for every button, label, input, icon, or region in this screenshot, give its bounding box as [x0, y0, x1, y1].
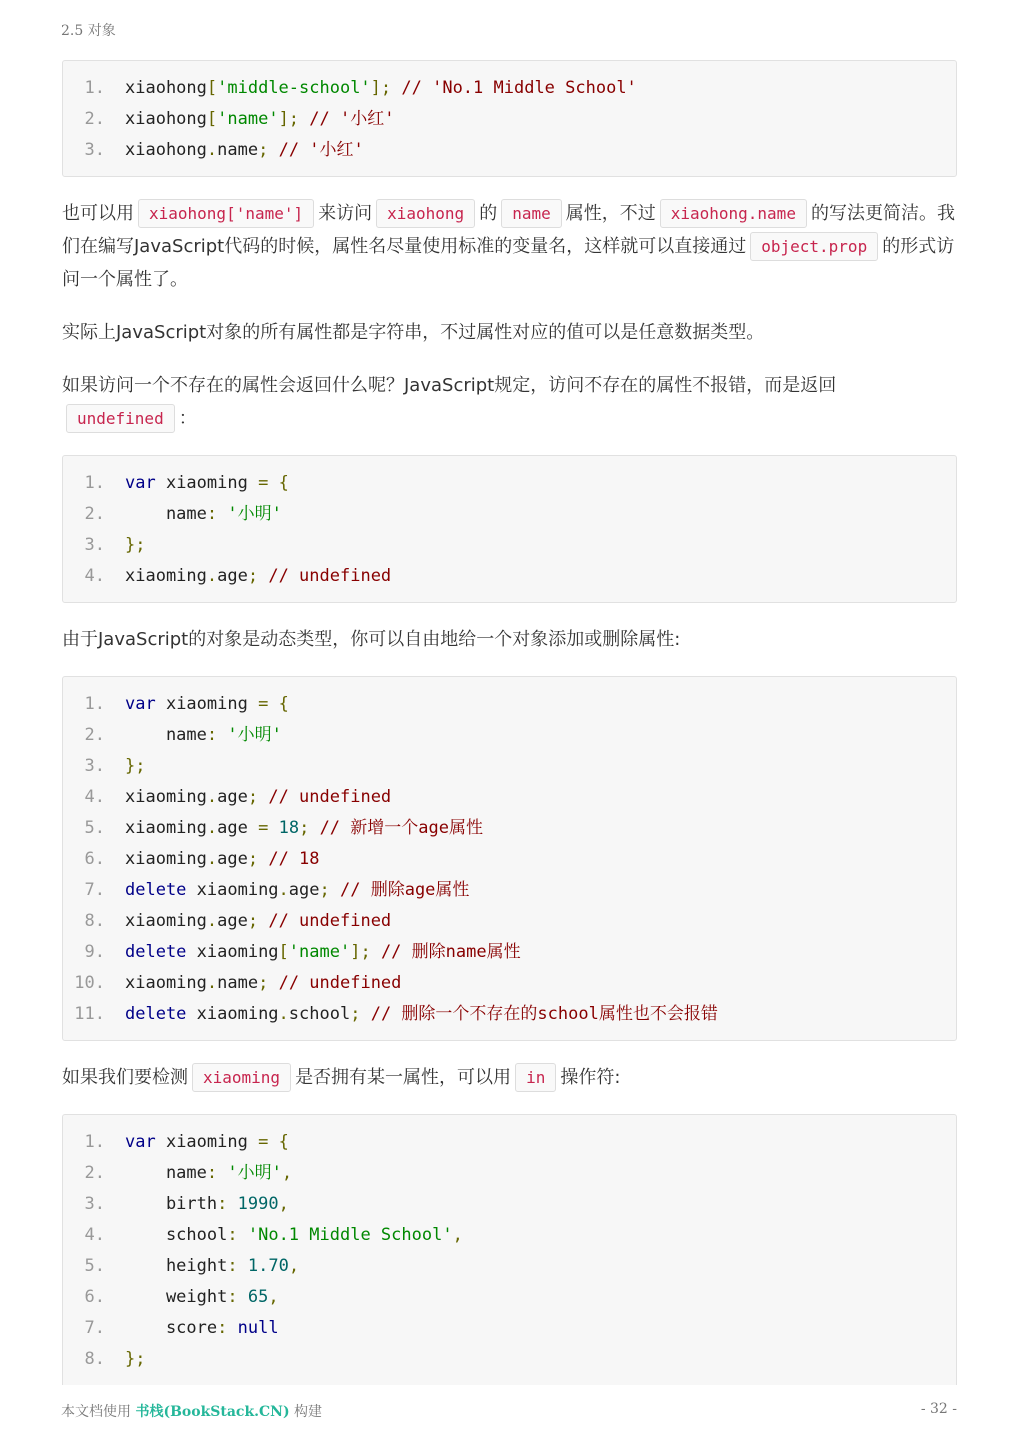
code-token: // undefined: [258, 787, 392, 807]
line-number: 6.: [84, 849, 105, 869]
code-token: // '小红': [299, 109, 395, 129]
line-number: 11.: [74, 1004, 105, 1024]
code-token: .: [278, 1004, 289, 1024]
code-token: :: [206, 504, 218, 524]
code-token: birth: [125, 1194, 218, 1214]
code-line: [63, 906, 956, 937]
inline-code: xiaohong['name']: [138, 199, 314, 228]
code-block-2: [62, 455, 957, 603]
paragraph-text: 的形式访问一个属性了。: [62, 236, 955, 290]
code-token: xiaoming: [125, 849, 207, 869]
code-token: [238, 1225, 248, 1245]
code-token: :: [227, 1225, 238, 1245]
code-line: [63, 720, 956, 751]
code-token: age: [217, 818, 259, 838]
code-token: =: [258, 818, 269, 838]
inline-code: xiaoming: [192, 1063, 291, 1092]
code-token: age: [217, 849, 248, 869]
code-line: [63, 689, 956, 720]
line-number: 3.: [84, 1194, 105, 1214]
code-token: 65: [247, 1287, 269, 1307]
line-number: 5.: [84, 818, 105, 838]
code-token: name: [125, 504, 207, 524]
code-token: [217, 1163, 227, 1183]
page-number: - 32 -: [920, 1401, 957, 1417]
code-token: .: [206, 566, 218, 586]
code-token: // 删除name属性: [370, 942, 521, 962]
line-number: 6.: [84, 1287, 105, 1307]
code-line: [63, 1282, 956, 1313]
code-token: {: [278, 694, 289, 714]
code-token: // undefined: [258, 566, 392, 586]
code-token: .: [206, 140, 218, 160]
line-number: 1.: [84, 694, 105, 714]
inline-code: object.prop: [750, 232, 878, 261]
line-number: 1.: [84, 473, 105, 493]
code-line: [63, 135, 956, 166]
code-token: '小明': [227, 1163, 282, 1183]
code-token: name: [125, 725, 207, 745]
code-token: ;: [247, 849, 259, 869]
code-token: [238, 1287, 248, 1307]
code-line: [63, 530, 956, 561]
code-token: ;: [247, 566, 259, 586]
code-token: .: [278, 880, 289, 900]
section-header: 2.5 对象: [61, 23, 116, 39]
code-token: :: [217, 1194, 228, 1214]
line-number: 3.: [84, 535, 105, 555]
inline-code: undefined: [66, 404, 175, 433]
code-token: [: [206, 78, 218, 98]
code-token: ,: [281, 1163, 293, 1183]
paragraph-text: 如果访问一个不存在的属性会返回什么呢？JavaScript规定，访问不存在的属性不报错，而是返回: [62, 375, 837, 396]
paragraph-5: [62, 1061, 957, 1094]
line-number: 7.: [84, 1318, 105, 1338]
code-token: [268, 1132, 278, 1152]
code-token: '小明': [227, 504, 282, 524]
paragraph-2: [62, 316, 957, 349]
code-token: xiaoming: [125, 973, 207, 993]
bookstack-link[interactable]: 书栈(BookStack.CN): [135, 1404, 290, 1420]
code-token: [: [278, 942, 289, 962]
inline-code: xiaohong.name: [660, 199, 807, 228]
paragraph-1: [62, 197, 957, 296]
code-token: .: [206, 911, 218, 931]
code-token: {: [278, 1132, 289, 1152]
code-line: [63, 1158, 956, 1189]
code-token: 1990: [237, 1194, 279, 1214]
code-token: // undefined: [268, 973, 402, 993]
line-number: 1.: [84, 78, 105, 98]
code-token: =: [258, 1132, 269, 1152]
code-block-3: [62, 676, 957, 1041]
paragraph-4: [62, 623, 957, 656]
code-line: [63, 782, 956, 813]
code-line: [63, 1251, 956, 1282]
line-number: 2.: [84, 1163, 105, 1183]
line-number: 10.: [74, 973, 105, 993]
code-token: weight: [125, 1287, 228, 1307]
code-token: [: [206, 109, 218, 129]
line-number: 3.: [84, 756, 105, 776]
code-token: // '小红': [268, 140, 364, 160]
code-line: [63, 813, 956, 844]
code-token: ,: [278, 1194, 289, 1214]
code-token: xiaoming: [125, 566, 207, 586]
code-token: score: [125, 1318, 218, 1338]
code-block-1: [62, 60, 957, 177]
paragraph-text: 的写法更简洁。我们在编写JavaScript代码的时候，属性名尽量使用标准的变量名，这样就可以直接通过: [62, 203, 955, 257]
code-line: [63, 468, 956, 499]
code-token: name: [217, 140, 259, 160]
line-number: 4.: [84, 787, 105, 807]
paragraph-text: 是否拥有某一属性，可以用: [295, 1067, 512, 1088]
code-token: ;: [299, 818, 310, 838]
code-token: age: [288, 880, 320, 900]
code-token: xiaohong: [125, 109, 207, 129]
document-content: [62, 60, 957, 1405]
line-number: 9.: [84, 942, 105, 962]
code-token: ;: [258, 973, 269, 993]
code-token: {: [278, 473, 289, 493]
code-token: name: [217, 973, 259, 993]
inline-code: name: [501, 199, 562, 228]
line-number: 4.: [84, 1225, 105, 1245]
line-number: 1.: [84, 1132, 105, 1152]
code-token: // 18: [258, 849, 320, 869]
code-token: ];: [278, 109, 300, 129]
code-token: xiaoming: [125, 818, 207, 838]
paragraph-text: 也可以用: [62, 203, 134, 224]
code-line: [63, 1313, 956, 1344]
code-token: :: [217, 1318, 228, 1338]
code-line: [63, 875, 956, 906]
code-token: null: [237, 1318, 279, 1338]
code-token: .: [206, 818, 218, 838]
code-token: delete: [125, 942, 187, 962]
inline-code: in: [515, 1063, 556, 1092]
code-token: [227, 1318, 237, 1338]
code-token: ;: [319, 880, 330, 900]
code-token: '小明': [227, 725, 282, 745]
code-token: // 'No.1 Middle School': [391, 78, 637, 98]
code-token: ;: [247, 911, 259, 931]
code-token: [217, 725, 227, 745]
code-line: [63, 104, 956, 135]
code-token: xiaoming: [186, 1004, 279, 1024]
inline-code: xiaohong: [376, 199, 475, 228]
line-number: 3.: [84, 140, 105, 160]
code-line: [63, 968, 956, 999]
paragraph-text: 操作符:: [560, 1067, 621, 1088]
line-number: 8.: [84, 911, 105, 931]
code-line: [63, 751, 956, 782]
code-token: ,: [268, 1287, 279, 1307]
code-token: // 删除age属性: [329, 880, 470, 900]
code-token: };: [125, 756, 146, 776]
code-token: // undefined: [258, 911, 392, 931]
code-token: ];: [370, 78, 392, 98]
code-token: height: [125, 1256, 228, 1276]
line-number: 2.: [84, 504, 105, 524]
code-token: ;: [247, 787, 259, 807]
code-token: age: [217, 566, 248, 586]
code-token: xiaoming: [155, 473, 259, 493]
code-line: [63, 1127, 956, 1158]
code-token: =: [258, 473, 269, 493]
line-number: 2.: [84, 109, 105, 129]
code-token: xiaohong: [125, 78, 207, 98]
line-number: 8.: [84, 1349, 105, 1369]
code-token: 'middle-school': [217, 78, 371, 98]
code-token: 'No.1 Middle School': [247, 1225, 453, 1245]
code-token: xiaohong: [125, 140, 207, 160]
code-token: school: [125, 1225, 228, 1245]
footer-prefix: 本文档使用: [61, 1404, 136, 1420]
paragraph-text: 实际上JavaScript对象的所有属性都是字符串，不过属性对应的值可以是任意数据类型。: [62, 322, 765, 343]
code-line: [63, 1220, 956, 1251]
code-line: [63, 499, 956, 530]
code-token: [268, 694, 278, 714]
code-token: .: [206, 787, 218, 807]
code-line: [63, 73, 956, 104]
code-token: 1.70: [247, 1256, 289, 1276]
paragraph-3: [62, 369, 957, 435]
code-line: [63, 561, 956, 592]
code-token: name: [125, 1163, 207, 1183]
code-token: age: [217, 911, 248, 931]
line-number: 7.: [84, 880, 105, 900]
code-token: =: [258, 694, 269, 714]
code-token: :: [206, 1163, 218, 1183]
code-token: age: [217, 787, 248, 807]
code-token: [268, 473, 278, 493]
code-token: [227, 1194, 237, 1214]
paragraph-text: 来访问: [318, 203, 373, 224]
code-token: [238, 1256, 248, 1276]
code-token: :: [227, 1256, 238, 1276]
code-token: xiaoming: [125, 911, 207, 931]
code-token: 18: [278, 818, 300, 838]
line-number: 4.: [84, 566, 105, 586]
code-token: delete: [125, 1004, 187, 1024]
code-line: [63, 1189, 956, 1220]
code-token: var: [125, 473, 156, 493]
code-line: [63, 937, 956, 968]
code-token: };: [125, 1349, 146, 1369]
code-token: ;: [258, 140, 269, 160]
code-token: xiaoming: [155, 1132, 259, 1152]
paragraph-text: 的: [479, 203, 498, 224]
paragraph-text: 属性，不过: [565, 203, 656, 224]
code-line: [63, 999, 956, 1030]
code-token: ];: [350, 942, 371, 962]
footer-suffix: 构建: [289, 1404, 323, 1420]
footer-credit: [61, 1401, 322, 1421]
line-number: 2.: [84, 725, 105, 745]
code-token: // 删除一个不存在的school属性也不会报错: [360, 1004, 718, 1024]
code-token: delete: [125, 880, 187, 900]
line-number: 5.: [84, 1256, 105, 1276]
code-token: :: [227, 1287, 238, 1307]
code-token: :: [206, 725, 218, 745]
code-token: ,: [452, 1225, 463, 1245]
paragraph-text: ：: [178, 408, 197, 429]
code-token: 'name': [217, 109, 279, 129]
code-token: ,: [288, 1256, 300, 1276]
code-token: xiaoming: [155, 694, 259, 714]
paragraph-text: 如果我们要检测: [62, 1067, 188, 1088]
code-token: // 新增一个age属性: [309, 818, 483, 838]
code-token: xiaoming: [125, 787, 207, 807]
code-token: .: [206, 849, 218, 869]
code-token: 'name': [288, 942, 351, 962]
code-token: school: [288, 1004, 351, 1024]
code-token: xiaoming: [186, 942, 279, 962]
code-line: [63, 844, 956, 875]
code-token: xiaoming: [186, 880, 279, 900]
code-line: [63, 1344, 956, 1375]
paragraph-text: 由于JavaScript的对象是动态类型，你可以自由地给一个对象添加或删除属性:: [62, 629, 681, 650]
code-token: .: [206, 973, 218, 993]
code-token: };: [125, 535, 146, 555]
code-token: ;: [350, 1004, 361, 1024]
code-token: var: [125, 1132, 156, 1152]
code-block-4: [62, 1114, 957, 1385]
code-token: var: [125, 694, 156, 714]
code-token: [268, 818, 278, 838]
code-token: [217, 504, 227, 524]
